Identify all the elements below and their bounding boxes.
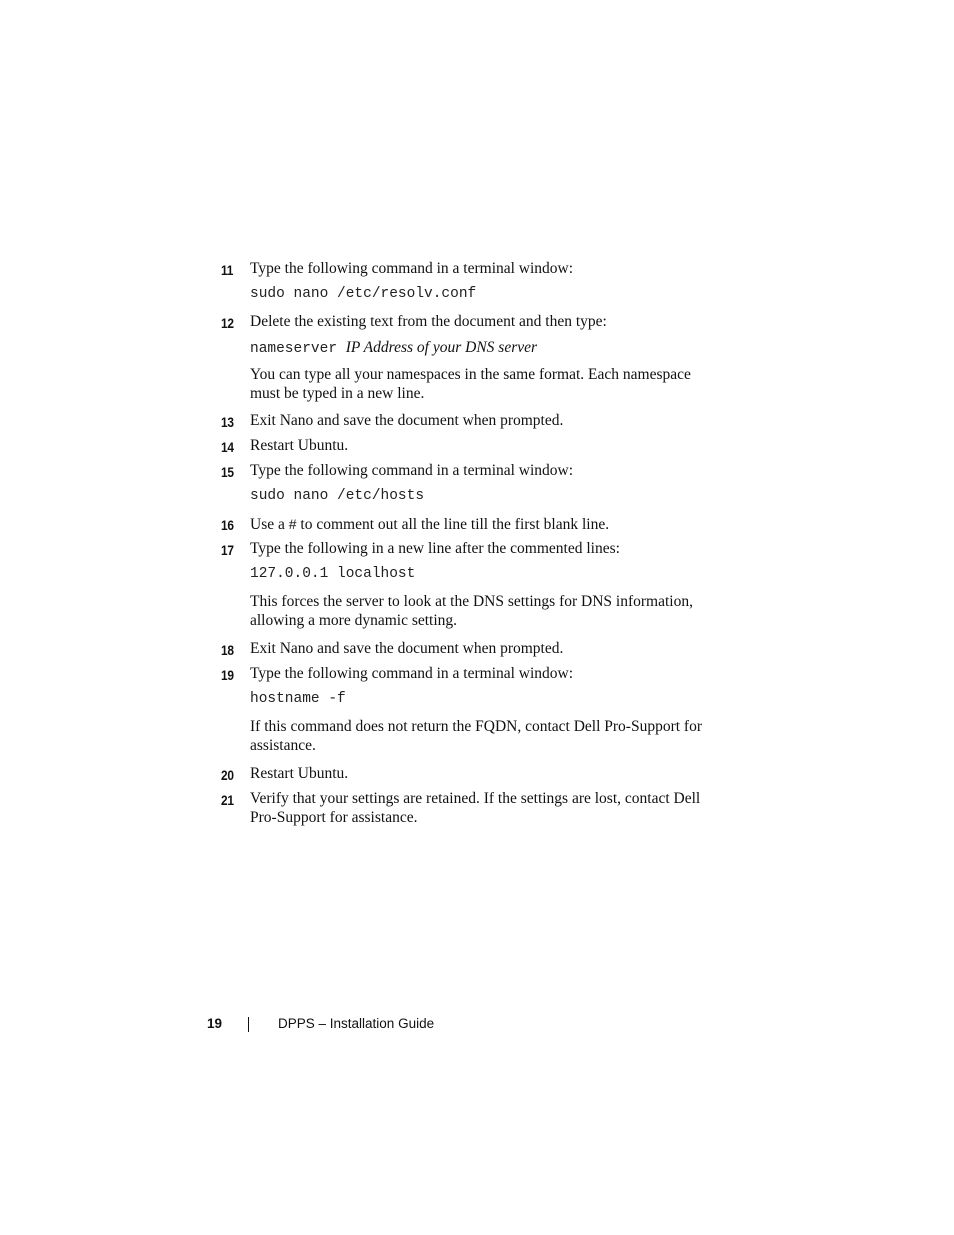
step-text-a: Use a [250,516,285,533]
step-note: If this command does not return the FQDN, contact Dell Pro-Support for assistance. [250,718,702,754]
step-text: Restart Ubuntu. [250,437,349,454]
step-text: Exit Nano and save the document when prompted. [250,412,564,429]
step-text: Type the following command in a terminal window: [250,665,574,682]
step-text: Type the following in a new line after the commented lines: [250,540,620,557]
step-text: Type the following command in a terminal window: [250,260,574,277]
footer-divider [248,1017,249,1032]
code-line: 127.0.0.1 localhost [250,566,416,582]
step-text: Delete the existing text from the document and then type: [250,313,607,330]
code-line: sudo nano /etc/hosts [250,488,425,504]
step-note: You can type all your namespaces in the same format. Each namespace must be typed in a new line. [250,366,691,402]
code-placeholder: IP Address of your DNS server [345,339,538,356]
step-number: 15 [221,464,234,480]
step-text [250,515,710,535]
step-number: 12 [221,315,234,331]
hash-symbol: # [288,516,297,532]
step-number: 17 [221,542,234,558]
step-number: 16 [221,517,234,533]
code-keyword: nameserver [250,341,338,357]
step-number: 19 [221,667,234,683]
document-title: DPPS – Installation Guide [278,1016,435,1031]
step-number: 11 [221,262,234,278]
code-line: hostname -f [250,691,346,707]
step-number: 18 [221,642,234,658]
step-note: This forces the server to look at the DNS settings for DNS information, allowing a more dynamic setting. [250,593,693,629]
step-number: 13 [221,414,234,430]
step-text: Restart Ubuntu. [250,765,349,782]
step-number: 20 [221,767,234,783]
code-line [250,339,537,357]
step-text: Type the following command in a terminal window: [250,462,574,479]
page-number: 19 [207,1016,223,1031]
step-text-b: to comment out all the line till the first blank line. [300,516,610,533]
code-line: sudo nano /etc/resolv.conf [250,286,477,302]
step-number: 14 [221,439,234,455]
step-number: 21 [221,792,234,808]
step-text: Exit Nano and save the document when prompted. [250,640,564,657]
step-text: Verify that your settings are retained. If the settings are lost, contact Dell Pro-Support for assistance. [250,790,701,826]
